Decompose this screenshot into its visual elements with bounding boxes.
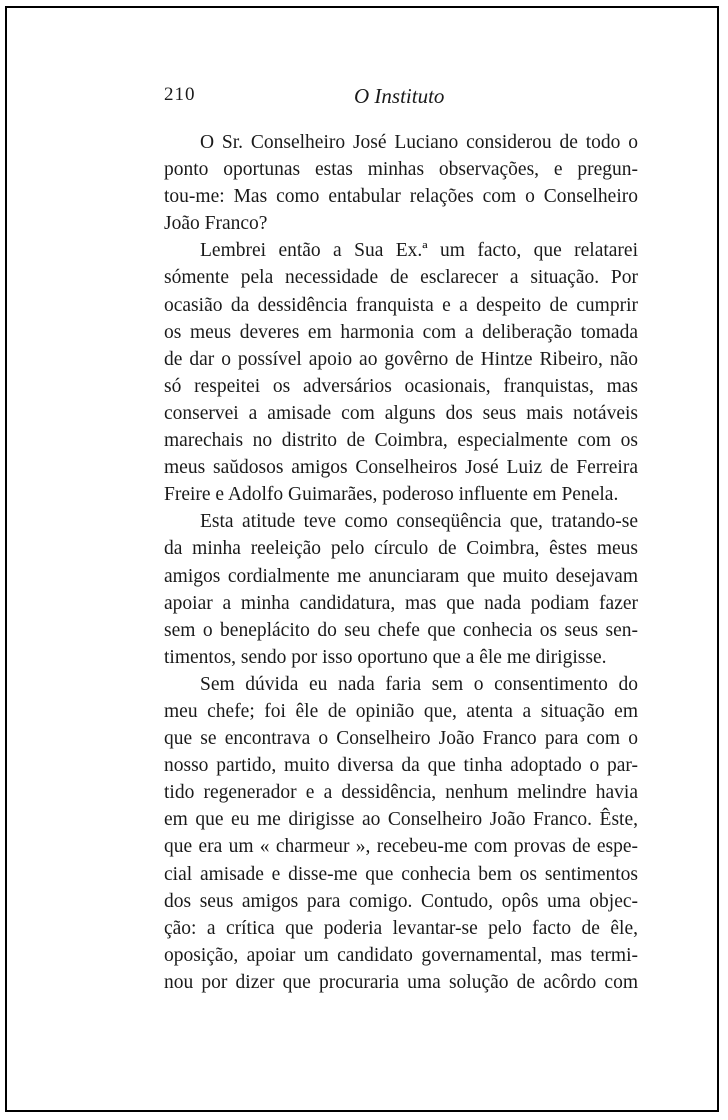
- text-line: cial amisade e disse-me que conhecia bem os sentimentos: [164, 863, 638, 885]
- text-line: os meus deveres em harmonia com a deliberação tomada: [164, 321, 638, 343]
- text-line: amigos cordialmente me anunciaram que muito desejavam: [164, 565, 638, 587]
- text-line: conservei a amisade com alguns dos seus mais notáveis: [164, 402, 638, 424]
- text-line: O Sr. Conselheiro José Luciano considerou de todo o: [200, 132, 638, 153]
- text-line: nosso partido, muito diversa da que tinha adoptado o par-: [164, 755, 638, 777]
- text-line: em que eu me dirigisse ao Conselheiro João Franco. Êste,: [164, 809, 638, 831]
- text-line: apoiar a minha candidatura, mas que nada podiam fazer: [164, 592, 638, 614]
- text-line: marechais no distrito de Coimbra, especialmente com os: [164, 430, 638, 452]
- text-line: só respeitei os adversários ocasionais, franquistas, mas: [164, 375, 638, 397]
- text-line: Esta atitude teve como conseqüência que, tratando-se: [200, 511, 638, 533]
- text-line: ponto oportunas estas minhas observações, e pregun-: [164, 159, 638, 181]
- text-line: meu chefe; foi êle de opinião que, atenta a situação em: [164, 700, 638, 722]
- running-title: O Instituto: [354, 84, 445, 108]
- text-line: que era um « charmeur », recebeu-me com provas de espe-: [164, 836, 638, 858]
- text-line: sem o beneplácito do seu chefe que conhecia os seus sen-: [164, 619, 638, 641]
- text-line: dos seus amigos para comigo. Contudo, opôs uma objec-: [164, 890, 638, 912]
- text-line: que se encontrava o Conselheiro João Franco para com o: [164, 728, 638, 750]
- text-line: timentos, sendo por isso oportuno que a êle me dirigisse.: [164, 646, 607, 668]
- text-line: meus saŭdosos amigos Conselheiros José Luiz de Ferreira: [164, 457, 638, 479]
- text-line: nou por dizer que procuraria uma solução de acôrdo com: [164, 971, 638, 993]
- text-line: Sem dúvida eu nada faria sem o consentimento do: [200, 673, 638, 695]
- text-line: Freire e Adolfo Guimarães, poderoso influente em Penela.: [164, 484, 619, 506]
- text-line: da minha reeleição pelo círculo de Coimbra, êstes meus: [164, 538, 638, 560]
- body-text: [164, 129, 638, 996]
- text-line: ocasião da dessidência franquista e a despeito de cumprir: [164, 294, 638, 316]
- text-line: João Franco?: [164, 213, 268, 235]
- text-line: oposição, apoiar um candidato governamental, mas termi-: [164, 944, 638, 966]
- text-line: tido regenerador e a dessidência, nenhum melindre havia: [164, 782, 638, 804]
- running-head: [164, 84, 638, 114]
- text-line: de dar o possível apoio ao govêrno de Hintze Ribeiro, não: [164, 348, 638, 370]
- page-number: 210: [164, 84, 196, 105]
- text-line: sómente pela necessidade de esclarecer a situação. Por: [164, 267, 638, 289]
- text-line: ção: a crítica que poderia levantar-se pelo facto de êle,: [164, 917, 638, 939]
- text-line: Lembrei então a Sua Ex.ª um facto, que relatarei: [200, 240, 638, 262]
- text-line: tou-me: Mas como entabular relações com o Conselheiro: [164, 186, 638, 208]
